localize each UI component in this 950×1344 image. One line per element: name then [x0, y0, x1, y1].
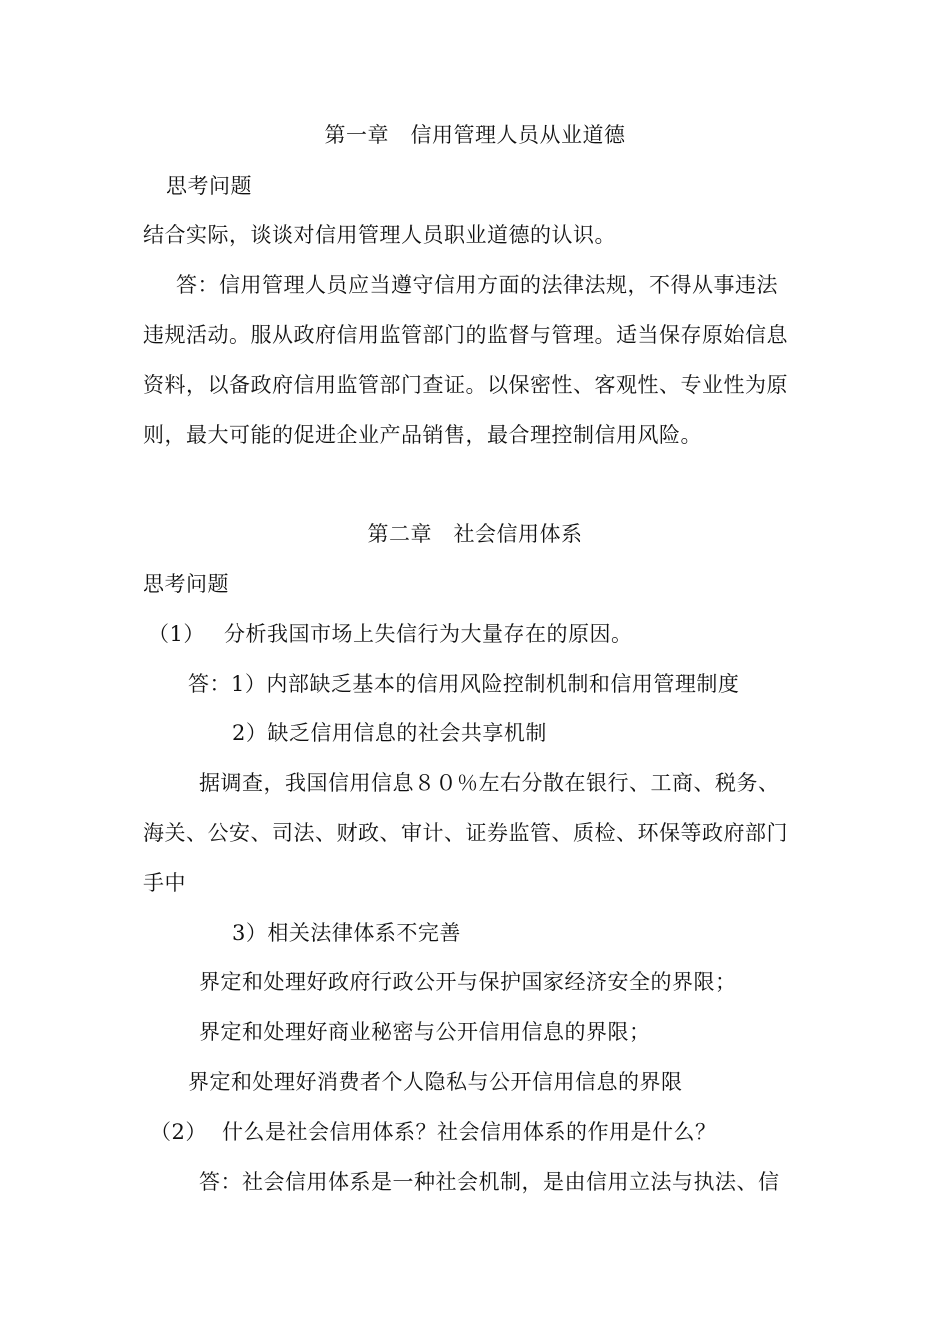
question-2-number: （2） — [150, 1120, 207, 1144]
law-item: 界定和处理好商业秘密与公开信用信息的界限； — [199, 1020, 651, 1044]
question-1-text: 分析我国市场上失信行为大量存在的原因。 — [224, 622, 633, 646]
q1-answer-point-3: 3）相关法律体系不完善 — [232, 921, 461, 945]
chapter1-title: 第一章 信用管理人员从业道德 — [324, 123, 626, 147]
chapter1-answer-line: 则，最大可能的促进企业产品销售，最合理控制信用风险。 — [143, 423, 702, 447]
law-item: 界定和处理好消费者个人隐私与公开信用信息的界限 — [188, 1070, 683, 1094]
question-1-number: （1） — [148, 622, 205, 646]
chapter2-title: 第二章 社会信用体系 — [367, 522, 583, 546]
q1-detail-line: 据调查，我国信用信息８０％左右分散在银行、工商、税务、 — [199, 771, 780, 795]
chapter1-answer-line: 答：信用管理人员应当遵守信用方面的法律法规，不得从事违法 — [176, 273, 778, 297]
chapter2-section-heading: 思考问题 — [143, 572, 229, 596]
q1-detail-line: 手中 — [143, 871, 186, 895]
chapter1-answer-line: 违规活动。服从政府信用监管部门的监督与管理。适当保存原始信息 — [143, 323, 788, 347]
law-item: 界定和处理好政府行政公开与保护国家经济安全的界限； — [199, 970, 737, 994]
chapter1-section-heading: 思考问题 — [166, 174, 252, 198]
q1-detail-line: 海关、公安、司法、财政、审计、证券监管、质检、环保等政府部门 — [143, 821, 788, 845]
question-2-text: 什么是社会信用体系？社会信用体系的作用是什么？ — [222, 1120, 717, 1144]
q2-answer-line: 答：社会信用体系是一种社会机制，是由信用立法与执法、信 — [199, 1170, 780, 1194]
q1-answer-point-1: 答：1）内部缺乏基本的信用风险控制机制和信用管理制度 — [188, 672, 740, 696]
q1-answer-point-2: 2）缺乏信用信息的社会共享机制 — [232, 721, 547, 745]
chapter1-answer-line: 资料，以备政府信用监管部门查证。以保密性、客观性、专业性为原 — [143, 373, 788, 397]
chapter1-question: 结合实际，谈谈对信用管理人员职业道德的认识。 — [143, 223, 616, 247]
